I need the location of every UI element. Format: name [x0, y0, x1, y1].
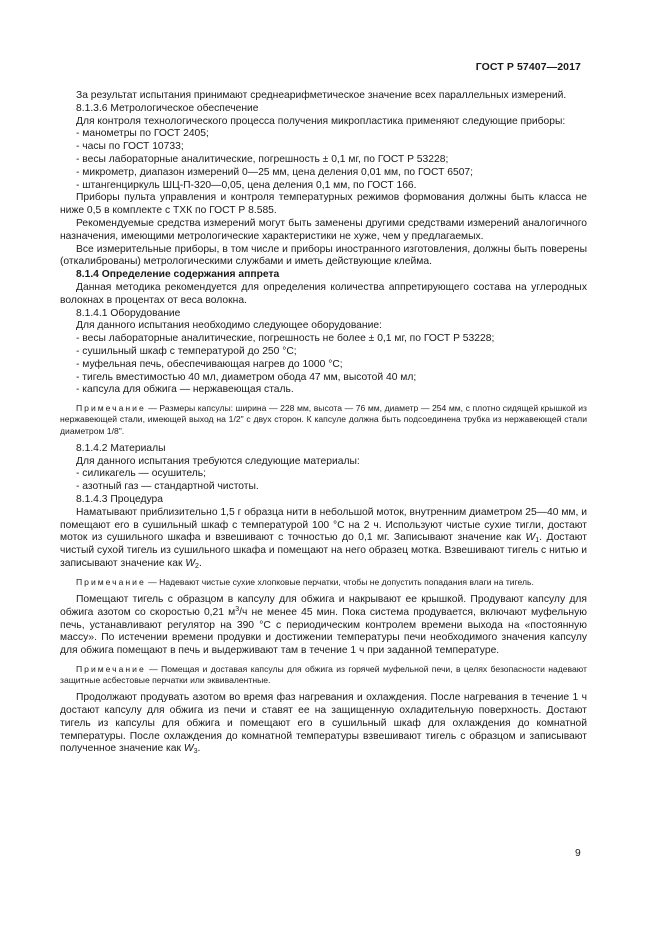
note-gloves [60, 577, 587, 588]
paragraph-equipment: Для данного испытания необходимо следующее оборудование: [76, 320, 382, 332]
note-capsule-size [60, 403, 587, 437]
list-item-equipment: - капсула для обжига — нержавеющая сталь. [76, 384, 294, 396]
note-label: Примечание [76, 576, 146, 587]
list-item-equipment: - сушильный шкаф с температурой до 250 °С; [76, 345, 297, 357]
list-item-instrument: - микрометр, диапазон измерений 0—25 мм, цена деления 0,01 мм, по ГОСТ 6507; [76, 166, 474, 178]
text-run: . [197, 743, 201, 755]
variable-w: W [185, 557, 196, 569]
paragraph-materials: Для данного испытания требуются следующие материалы: [76, 455, 360, 467]
paragraph-procedure-2 [60, 594, 587, 658]
list-item-material: - азотный газ — стандартной чистоты. [76, 481, 259, 493]
list-item-instrument: - весы лабораторные аналитические, погрешность ± 0,1 мг, по ГОСТ Р 53228; [76, 153, 449, 165]
section-heading-8-1-3-6: 8.1.3.6 Метрологическое обеспечение [76, 102, 259, 114]
paragraph-recommended: Рекомендуемые средства измерений могут быть заменены другими средствами измерений аналогичного назначения, имеющими метрологические характеристики не хуже, чем у предлагаемых. [60, 217, 587, 242]
list-item-equipment: - весы лабораторные аналитические, погрешность не более ± 0,1 мг, по ГОСТ Р 53228; [76, 333, 495, 345]
note-text: — Размеры капсулы: ширина — 228 мм, высота — 76 мм, диаметр — 254 мм, с плотно сидящей крышкой из нержавеющей стали, имеющей выход на 1/2" с двух сторон. К капсуле должна быть подсоединена трубка из нержавеющей стали диаметром 1/8". [60, 403, 587, 436]
note-label: Примечание [76, 403, 146, 414]
paragraph-verification: Все измерительные приборы, в том числе и приборы иностранного изготовления, должны быть поверены (откалиброваны) метрологическими службами и иметь действующие клейма. [60, 243, 587, 268]
text-run: Наматывают приблизительно 1,5 г образца нити в небольшой моток, внутренним диаметром 25—40 мм, и помещают его в сушильный шкаф с температурой 100 °С на 2 ч. Используют чистые сухие тигли, достают моток из сушильного шкафа и взвешивают с точностью до 0,1 мг. Записывают значение как [60, 506, 587, 544]
note-label: Примечание [76, 663, 146, 674]
paragraph-procedure-3 [60, 692, 587, 756]
note-text: — Надевают чистые сухие хлопковые перчатки, чтобы не допустить попадания влаги на тигель. [148, 576, 534, 587]
superscript: 3 [235, 605, 240, 613]
variable-w: W [183, 743, 194, 755]
variable-w: W [525, 532, 536, 544]
list-item-instrument: - манометры по ГОСТ 2405; [76, 128, 209, 140]
text-run: . [198, 557, 202, 569]
section-heading-8-1-4-2: 8.1.4.2 Материалы [76, 442, 166, 454]
subscript: 3 [193, 748, 198, 756]
note-text: — Помещая и доставая капсулы для обжига из горячей муфельной печи, в целях безопасности надевают защитные асбестовые перчатки или эквивалентные. [60, 663, 587, 686]
list-item-instrument: - штангенциркуль ШЦ-П-320—0,05, цена деления 0,1 мм, по ГОСТ 166. [76, 179, 417, 191]
list-item-equipment: - муфельная печь, обеспечивающая нагрев до 1000 °С; [76, 358, 343, 370]
section-heading-8-1-4: 8.1.4 Определение содержания аппрета [76, 269, 280, 281]
text-run: Продолжают продувать азотом во время фаз нагревания и охлаждения. После нагревания в течение 1 ч достают капсулу для обжига из печи и ставят ее на защищенную охладительную поверхность. Достают тигель из капсулы для обжига и помещают его в сушильный шкаф для охлаждения до комнатной температуры. После охлаждения до комнатной температуры взвешивают тигель с образцом и записывают полученное значение как [60, 692, 587, 755]
subscript: 1 [535, 537, 540, 545]
text-run: /ч не менее 45 мин. Пока система продувается, включают муфельную печь, устанавливают регулятор на 390 °С с периодическим контролем времени выхода на «постоянную массу». По истечении времени продувки и достижении температуры печи необходимого значения капсулу для обжига помещают в печь и выдерживают там в течение 1 ч при заданной температуре. [60, 606, 587, 657]
text-run: Помещают тигель с образцом в капсулу для обжига и накрывают ее крышкой. Продувают капсулу для обжига азотом со скоростью 0,21 м [60, 593, 587, 618]
document-body [60, 90, 587, 756]
text-run: . Достают чистый сухой тигель из сушильного шкафа и помещают на него образец мотка. Взвешивают тигель с нитью и записывают значение как [60, 532, 587, 569]
paragraph-procedure-1 [60, 507, 587, 571]
list-item-equipment: - тигель вместимостью 40 мл, диаметром обода 47 мм, высотой 40 мл; [76, 371, 417, 383]
section-heading-8-1-4-1: 8.1.4.1 Оборудование [76, 307, 181, 319]
list-item-instrument: - часы по ГОСТ 10733; [76, 141, 184, 153]
section-heading-8-1-4-3: 8.1.4.3 Процедура [76, 493, 163, 505]
note-safety [60, 664, 587, 686]
paragraph-panel: Приборы пульта управления и контроля температурных режимов формования должны быть класса не ниже 0,5 в комплекте с ТХК по ГОСТ Р 8.585. [60, 192, 587, 217]
document-id-header: ГОСТ Р 57407—2017 [475, 61, 581, 73]
list-item-material: - силикагель — осушитель; [76, 468, 206, 480]
subscript: 2 [195, 562, 199, 570]
paragraph-control: Для контроля технологического процесса получения микропластика применяют следующие приборы: [76, 115, 566, 127]
paragraph-result: За результат испытания принимают среднеарифметическое значение всех параллельных измерений. [76, 90, 567, 101]
page-number: 9 [575, 848, 581, 859]
paragraph-method: Данная методика рекомендуется для определения количества аппретирующего состава на углеродных волокнах в процентах от веса волокна. [60, 281, 587, 306]
